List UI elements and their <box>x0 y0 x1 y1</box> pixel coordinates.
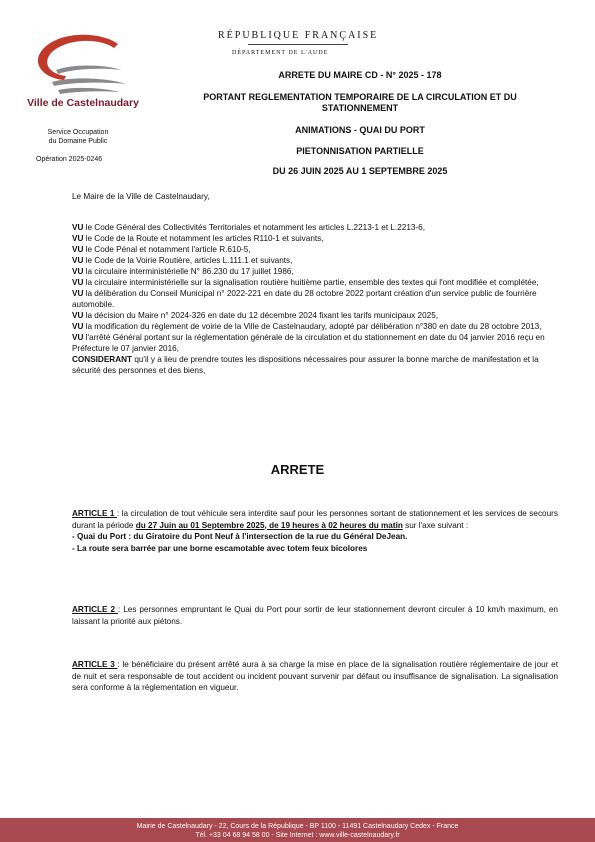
arrete-subject-line-2: STATIONNEMENT <box>321 103 399 113</box>
operation-number: Opération 2025-0246 <box>36 156 103 163</box>
date-range: DU 26 JUIN 2025 AU 1 SEPTEMBRE 2025 <box>272 166 448 176</box>
visa-item: VU le Code Général des Collectivités Territoriales et notamment les articles L.2213-1 et L.2213-6, <box>72 223 425 232</box>
arrete-number: ARRETE DU MAIRE CD - N° 2025 - 178 <box>278 70 442 80</box>
article-3: ARTICLE 3 : le bénéficiaire du présent arrêté aura à sa charge la mise en place de la signalisation routière réglementaire de jour et de nuit et sera responsable de tout accident ou incident pouvant survenir par défaut ou insuffisance de signalisation. La signalisation sera conforme à la réglementation en vigueur. <box>72 660 558 692</box>
article-2-label: ARTICLE 2 <box>72 605 118 614</box>
visa-item: VU la circulaire interministérielle sur la signalisation routière huitième partie, ensemble des textes qui l'ont modifiée et complétée, <box>72 278 539 287</box>
article-2: ARTICLE 2 : Les personnes empruntant le Quai du Port pour sortir de leur stationnement devront circuler à 10 km/h maximum, en laissant la priorité aux piétons. <box>72 605 558 626</box>
article-1-label: ARTICLE 1 <box>72 509 117 518</box>
arrete-subject-line-1: PORTANT REGLEMENTATION TEMPORAIRE DE LA CIRCULATION ET DU <box>203 92 517 102</box>
visas-list <box>72 222 558 376</box>
logo-caption: Ville de Castelnaudary <box>27 97 139 109</box>
visa-item: VU la délibération du Conseil Municipal n° 2022-221 en date du 28 octobre 2022 portant création d'un service public de fourrière automobile. <box>72 289 537 309</box>
visa-item: VU la circulaire interministérielle N° 86.230 du 17 juillet 1986, <box>72 267 294 276</box>
article-1-line-2: - La route sera barrée par une borne escamotable avec totem feux bicolores <box>72 543 368 553</box>
footer-bar <box>0 818 595 842</box>
service-line-1: Service Occupation <box>47 129 109 136</box>
footer-contact: Tél. +33 04 68 94 58 00 - Site Internet : www.ville-castelnaudary.fr <box>195 832 400 839</box>
visa-item: VU le Code de la Route et notamment les articles R110-1 et suivants, <box>72 234 324 243</box>
visa-item: VU la modification du règlement de voirie de la Ville de Castelnaudary, adopté par délibération n°380 en date du 28 octobre 2013, <box>72 322 542 331</box>
article-1: ARTICLE 1 : la circulation de tout véhicule sera interdite sauf pour les personnes sortant de stationnement et les services de secours durant la période du 27 Juin au 01 Septembre 2025, de 19 heures à 02 heures du matin sur l'axe suivant : - Quai du Port : du Giratoire du Pont Neuf à l'intersection de la rue du Général DeJean. - La route sera barrée par une borne escamotable avec totem feux bicolores <box>72 509 558 553</box>
article-1-line-1: - Quai du Port : du Giratoire du Pont Neuf à l'intersection de la rue du Général DeJean. <box>72 532 408 541</box>
footer-address: Mairie de Castelnaudary - 22, Cours de la République - BP 1100 - 11491 Castelnaudary Cedex - France <box>136 823 459 830</box>
service-line-2: du Domaine Public <box>48 138 108 145</box>
arrete-heading: ARRETE <box>270 462 325 477</box>
visa-item: VU le Code Pénal et notamment l'article R.610-5, <box>72 245 251 254</box>
considerant-item: CONSIDERANT qu'il y a lieu de prendre toutes les dispositions nécessaires pour assurer la bonne marche de manifestation et la sécurité des personnes et des biens, <box>72 355 539 375</box>
article-3-label: ARTICLE 3 <box>72 660 118 669</box>
arrete-subject <box>160 92 560 114</box>
animations-title: ANIMATIONS - QUAI DU PORT <box>295 125 425 135</box>
header-divider <box>248 44 348 45</box>
departement: DÉPARTEMENT DE L'AUDE <box>232 50 329 56</box>
visa-item: VU l'arrêté Général portant sur la réglementation générale de la circulation et du stationnement en date du 04 janvier 2016 reçu en Préfecture le 07 janvier 2016, <box>72 333 545 353</box>
republique-francaise: RÉPUBLIQUE FRANÇAISE <box>218 30 379 41</box>
service-block <box>28 128 128 146</box>
article-1-period: du 27 Juin au 01 Septembre 2025, de 19 heures à 02 heures du matin <box>135 520 403 530</box>
maire-intro: Le Maire de la Ville de Castelnaudary, <box>72 192 210 201</box>
visa-item: VU le Code de la Voirie Routière, articles L.111.1 et suivants, <box>72 256 293 265</box>
pietonnisation-title: PIETONNISATION PARTIELLE <box>296 146 424 156</box>
visa-item: VU la décision du Maire n° 2024-326 en date du 12 décembre 2024 fixant les tarifs municipaux 2025, <box>72 311 439 320</box>
